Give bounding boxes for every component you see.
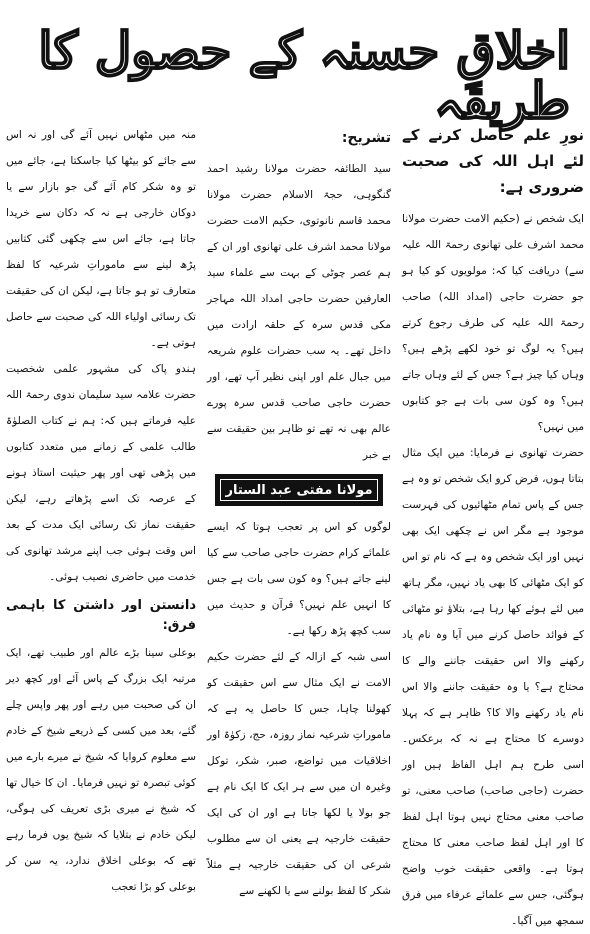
article-title: اخلاقِ حسنہ کے حصول کا طریقہ [38, 20, 570, 130]
explanation-label: تشریح: [341, 130, 391, 146]
paragraph: حضرت تھانوی نے فرمایا: میں ایک مثال بتاتا ہوں، فرض کرو ایک شخص تو وہ ہے جس کے پاس تمام مٹھائیوں کی فہرست موجود ہے مگر اس نے چکھی ایک بھی نہیں اور ایک شخص وہ ہے کہ نام تو اس کو ایک مٹھائی کا بھی یاد نہیں، مگر ہاتھ میں لئے ہوئے کھا رہا ہے، بتلاؤ تو مٹھائی کے فوائد حاصل کرنے میں آیا وہ نام یاد رکھنے والا اس حقیقت جاننے والے کا محتاج ہے؟ یا وہ حقیقت جاننے والا اس نام یاد رکھنے والا کا؟ ظاہر ہے کہ پہلا دوسرے کا محتاج ہے نہ کہ برعکس۔ اسی طرح ہم اہل الفاظ ہیں اور حضرت (حاجی صاحب) صاحب معنی، تو صاحب معنی محتاج نہیں ہوتا اہل لفظ کا اور اہل لفظ صاحب معنی کا محتاج ہوتا ہے۔ واقعی حقیقت خوب واضح ہوگئی، جس سے علمائے عرفاء میں فرق سمجھ میں آگیا۔ [402, 447, 584, 927]
left-column [6, 122, 196, 893]
paragraph: بوعلی سینا بڑے عالم اور طبیب تھے، ایک مرتبہ ایک بزرگ کے پاس آئے اور کچھ دیر ان کی صحبت میں رہے اور پھر واپس چلے گئے، بعد میں کسی کے ذریعے شیخ کے خادم سے معلوم کروایا کہ شیخ نے میرے بارے میں کوئی تبصرہ تو نہیں فرمایا۔ ان کا خیال تھا کہ شیخ نے میری بڑی تعریف کی ہوگی، لیکن خادم نے بتلایا کہ شیخ یوں فرما رہے تھے کہ بوعلی اخلاق ندارد، یہ سن کر بوعلی کو بڑا تعجب [6, 647, 196, 893]
paragraph: ہندو پاک کی مشہور علمی شخصیت حضرت علامہ سید سلیمان ندوی رحمۃ اللہ علیہ فرماتے ہیں کہ: ہم نے کتاب الصلوٰۃ طالب علمی کے زمانے میں متعدد کتابوں میں پڑھی تھی اور پھر حیثیت استاذ ہونے کے عرصہ تک اسے پڑھاتے رہے، لیکن حقیقت نماز تک رسائی ایک مدت کے بعد اس وقت ہوئی جب اپنے مرشد تھانوی کی خدمت میں حاضری نصیب ہوئی۔ [6, 363, 196, 583]
middle-column [207, 122, 391, 897]
paragraph: منہ میں مٹھاس نہیں آئے گی اور نہ اس سے جائے کو بیٹھا کیا جاسکتا ہے، جائے میں تو وہ شکر کام آئے گی جو بازار سے یا دوکان خارجی ہے نہ کہ دکان سے خریدا جاتا ہے، جائے اس سے چکھی گئی کتابیں پڑھ لینے سے ماموراتِ شرعیہ کا لفظ متعارف تو ہو جاتا ہے، لیکن ان کی حقیقت تک رسائی اولیاء اللہ کی صحبت سے حاصل ہوتی ہے۔ [6, 129, 196, 349]
author-name: مولانا مفتی عبد الستار [225, 482, 373, 498]
section-heading: نورِ علم حاصل کرنے کے لئے اہل اللہ کی صحبت ضروری ہے: [402, 126, 584, 196]
paragraph: ایک شخص نے (حکیم الامت حضرت مولانا محمد اشرف علی تھانوی رحمۃ اللہ علیہ سے) دریافت کیا کہ: مولویوں کو کیا ہو جو حضرت حاجی (امداد اللہ) صاحب رحمۃ اللہ علیہ کی طرف رجوع کرتے ہیں؟ یہ لوگ تو خود لکھے پڑھے ہیں؟ وہاں کیا چیز ہے؟ جس کے لئے وہاں جاتے ہیں؟ وہ کون سی بات ہے جو کتابوں میں نہیں؟ [402, 213, 584, 433]
author-byline-box [215, 474, 383, 506]
right-column [402, 122, 584, 927]
paragraph: لوگوں کو اس پر تعجب ہوتا کہ ایسے علمائے کرام حضرت حاجی صاحب سے کیا لینے جاتے ہیں؟ وہ کون سی بات ہے جس کا انہیں علم نہیں؟ قرآن و حدیث میں سب کچھ پڑھ رکھا ہے۔ [207, 521, 391, 637]
article-title-box [20, 20, 570, 130]
section-subheading: دانستن اور داشتن کا باہمی فرق: [6, 598, 196, 633]
paragraph: سید الطائفہ حضرت مولانا رشید احمد گنگوہی، حجۃ الاسلام حضرت مولانا محمد قاسم نانوتوی، حکیم الامت حضرت مولانا محمد اشرف علی تھانوی اور ان کے ہم عصر چوٹی کے بہت سے علماء سید العارفین حضرت حاجی امداد اللہ مہاجر مکی قدس سرہ کے حلقہ ارادت میں داخل تھے۔ یہ سب حضرات علوم شریعہ میں جبال علم اور اپنی نظیر آپ تھے، اور حضرت حاجی صاحب قدس سرہ پورے عالم بھی نہ تھے تو ظاہر بین حقیقت سے بے خبر [207, 163, 391, 461]
paragraph: اسی شبہ کے ازالہ کے لئے حضرت حکیم الامت نے ایک مثال سے اس حقیقت کو کھولنا چاہا، جس کا حاصل یہ ہے کہ ماموراتِ شرعیہ نماز روزہ، حج، زکوٰۃ اور اخلاقیات میں تواضع، صبر، شکر، توکل وغیرہ ان میں سے ہر ایک کا ایک نام ہے جو بولا یا لکھا جاتا ہے اور ان کی ایک حقیقت خارجیہ ہے یعنی ان سے مطلوب شرعی ان کی حقیقت خارجیہ ہے مثلاً شکر کا لفظ بولنے سے یا لکھنے سے [207, 651, 391, 897]
